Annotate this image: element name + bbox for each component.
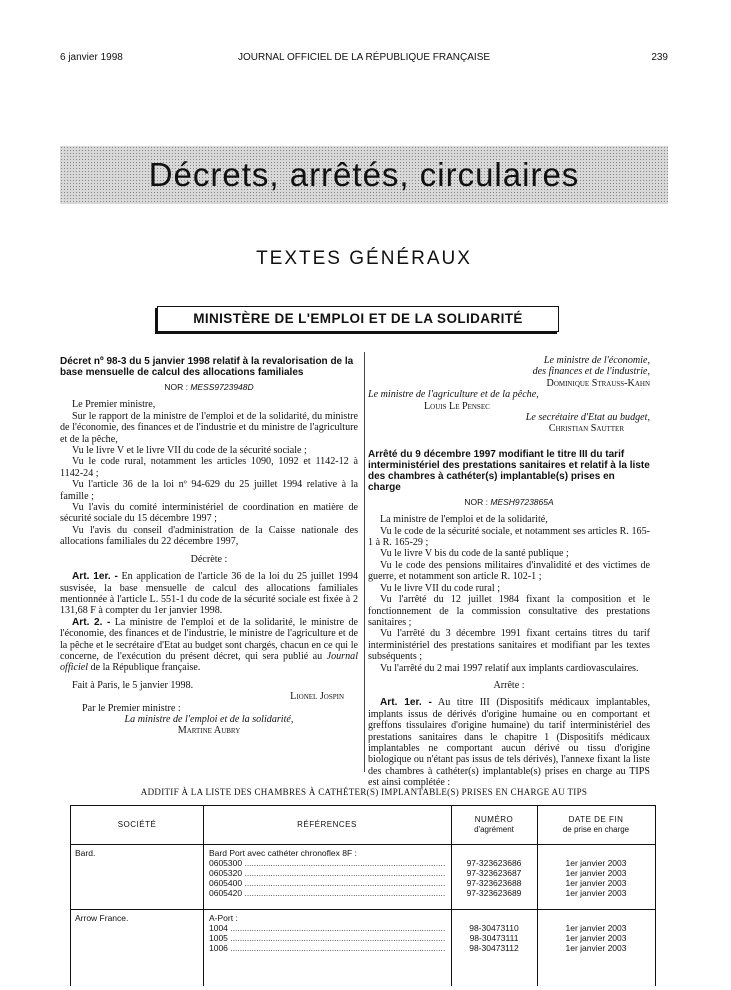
decree-article-1 xyxy=(60,571,358,617)
reference-cell: 1004 ..... xyxy=(209,923,445,933)
minister-title: Le ministre de l'agriculture et de la pêche, xyxy=(368,389,539,401)
societe-cell: Arrow France. xyxy=(75,913,129,923)
arrete-paragraph: Vu l'arrêté du 2 mai 1997 relatif aux implants cardiovasculaires. xyxy=(380,662,639,674)
ministry-box xyxy=(157,306,559,332)
numero-cell: 97-323623689 xyxy=(466,888,522,898)
minister-name: Dominique Strauss-Kahn xyxy=(546,377,650,389)
reference-cell: 0605400 ..... xyxy=(209,878,445,888)
minister-title: La ministre de l'emploi et de la solidarité, xyxy=(124,713,294,725)
decree-paragraph: Sur le rapport de la ministre de l'emploi et de la solidarité, du ministre de l'économie, des finances et de l'industrie et du ministre de l'agriculture et de la pêche, xyxy=(60,410,358,445)
minister-title: Le ministre de l'économie, xyxy=(543,355,650,366)
header-date-line2: de prise en charge xyxy=(562,825,630,834)
header-rule xyxy=(71,844,655,845)
date-cell: 1er janvier 2003 xyxy=(565,943,627,953)
decree-paragraph: Vu le livre V et le livre VII du code de la sécurité sociale ; xyxy=(72,445,307,457)
nor-code: MESH9723865A xyxy=(490,496,554,507)
minister-title: des finances et de l'industrie, xyxy=(532,366,650,378)
header-numero-line2: d'agrément xyxy=(474,825,514,834)
reference-heading: Bard Port avec cathéter chronoflex 8F : xyxy=(209,848,357,858)
signer-name: Lionel Jospin xyxy=(290,691,344,703)
nor-label: NOR : xyxy=(164,382,188,392)
decree-done: Fait à Paris, le 5 janvier 1998. xyxy=(72,679,194,691)
arrete-paragraph: Vu le livre V bis du code de la santé publique ; xyxy=(380,548,569,560)
numero-cell: 97-323623687 xyxy=(466,868,522,878)
decree-paragraph: Vu l'avis du comité interministériel de coordination en matière de sécurité sociale du 15 décembre 1997 ; xyxy=(60,502,358,525)
decree-decrete: Décrète : xyxy=(190,553,228,565)
left-column xyxy=(60,356,358,737)
header-numero-line1: NUMÉRO xyxy=(474,815,514,824)
numero-cell: 97-323623686 xyxy=(466,858,522,868)
header-societe: SOCIÉTÉ xyxy=(117,820,157,829)
arrete-paragraph: Vu le code des pensions militaires d'invalidité et des victimes de guerre, et notamment son article R. 102-1 ; xyxy=(368,559,650,583)
banner-title: Décrets, arrêtés, circulaires xyxy=(148,156,580,193)
minister-name: Louis Le Pensec xyxy=(424,400,490,412)
header-date xyxy=(537,815,655,835)
reference-cell: 0605300 ..... xyxy=(209,858,445,868)
arrete-paragraph: Vu le livre VII du code rural ; xyxy=(380,582,501,594)
date-cell: 1er janvier 2003 xyxy=(565,878,627,888)
numero-cell: 98-30473111 xyxy=(469,933,519,943)
article-text: En application de l'article 36 de la loi du 25 juillet 1994 susvisée, la base mensuelle de calcul des allocations familiales mentionnée à l'article L. 551-1 du code de la sécurité sociale est fixée à 2 131,68 F à compter du 1er janvier 1998. xyxy=(60,571,358,617)
decree-title: Décret nº 98-3 du 5 janvier 1998 relatif à la revalorisation de la base mensuelle de calcul des allocations familiales xyxy=(60,356,354,378)
decree-paragraph: Vu l'article 36 de la loi nº 94-629 du 25 juillet 1994 relative à la famille ; xyxy=(60,479,358,502)
page-number: 239 xyxy=(651,52,668,63)
ministry-title: MINISTÈRE DE L'EMPLOI ET DE LA SOLIDARITÉ xyxy=(193,311,523,326)
journal-officiel-italic: Journal officiel xyxy=(60,650,358,674)
article-label: Art. 1er. - xyxy=(380,697,432,709)
minister-title: Le secrétaire d'Etat au budget, xyxy=(525,412,650,424)
nor-code: MESS9723948D xyxy=(190,382,254,392)
numero-cell: 97-323623688 xyxy=(466,878,522,888)
arrete-article-1 xyxy=(368,697,650,788)
right-column xyxy=(368,355,650,789)
nor-label: NOR : xyxy=(464,496,488,507)
reference-heading: A-Port : xyxy=(209,913,238,923)
decree-nor xyxy=(60,382,358,393)
header-numero xyxy=(451,815,537,835)
decree-paragraph: Vu l'avis du conseil d'administration de la Caisse nationale des allocations familiales du 22 décembre 1997, xyxy=(60,524,358,548)
arrete-paragraph: La ministre de l'emploi et de la solidarité, xyxy=(380,514,548,526)
arrete-nor xyxy=(368,497,650,508)
article-text: Au titre III (Dispositifs médicaux implantables, implants issus de dérivés d'origine humaine ou en comportant et greffons tissulaires d'origine humaine) du tarif interministériel des prestations sanitaires dans le chapitre 1 (Dispositifs médicaux implantables ne comportant aucun dérivé ou tissu d'origine biologique ou n'étant pas issus de tels dérivés), l'annexe fixant la liste des chambres à cathéter(s) implantable(s) prises en charge au TIPS est ainsi complétée : xyxy=(368,697,650,789)
date-cell: 1er janvier 2003 xyxy=(565,888,627,898)
numero-cell: 98-30473112 xyxy=(469,943,519,953)
row-rule xyxy=(71,909,655,910)
date-cell: 1er janvier 2003 xyxy=(565,923,627,933)
numero-cell: 98-30473110 xyxy=(469,923,519,933)
arrete-arrete: Arrête : xyxy=(493,679,525,691)
running-date: 6 janvier 1998 xyxy=(60,52,123,63)
minister-name: Martine Aubry xyxy=(177,725,241,737)
reference-cell: 0605420 ..... xyxy=(209,888,445,898)
section-title: TEXTES GÉNÉRAUX xyxy=(256,248,472,269)
reference-cell: 0605320 ..... xyxy=(209,868,445,878)
arrete-paragraph: Vu le code de la sécurité sociale, et notamment ses articles R. 165-1 à R. 165-29 ; xyxy=(368,525,650,549)
decree-opening: Le Premier ministre, xyxy=(72,399,156,411)
arrete-paragraph: Vu l'arrêté du 3 décembre 1991 fixant certains titres du tarif interministériel des prestations sanitaires et modifiant par les textes subséquents ; xyxy=(368,628,650,663)
pm-by: Par le Premier ministre : xyxy=(82,702,181,714)
article-text-end: de la République française. xyxy=(90,662,201,674)
article-label: Art. 2. - xyxy=(72,616,111,628)
date-cell: 1er janvier 2003 xyxy=(565,858,627,868)
reference-cell: 1005 ..... xyxy=(209,933,445,943)
article-label: Art. 1er. - xyxy=(72,571,118,583)
additif-table xyxy=(70,805,656,986)
societe-cell: Bard. xyxy=(75,848,96,858)
arrete-title: Arrêté du 9 décembre 1997 modifiant le titre III du tarif interministériel des prestations sanitaires et relatif à la liste des chambres à cathéter(s) implantable(s) prises en charge xyxy=(368,448,650,493)
header-date-line1: DATE DE FIN xyxy=(568,815,624,824)
reference-cell: 1006 ..... xyxy=(209,943,445,953)
minister-name: Christian Sautter xyxy=(548,423,624,435)
decree-article-2 xyxy=(60,617,358,674)
column-rule xyxy=(203,806,204,986)
arrete-paragraph: Vu l'arrêté du 12 juillet 1984 fixant la composition et le fonctionnement de la commission consultative des prestations sanitaires ; xyxy=(368,594,650,628)
article-text: La ministre de l'emploi et de la solidarité, le ministre de l'économie, des finances et de l'industrie, le ministre de l'agriculture et de la pêche et le secrétaire d'Etat au budget sont chargés, chacun en ce qui le concerne, de l'exécution du présent décret, qui sera publié au xyxy=(60,616,359,662)
date-cell: 1er janvier 2003 xyxy=(565,868,627,878)
decree-paragraph: Vu le code rural, notamment les articles 1090, 1092 et 1142-12 à 1142-24 ; xyxy=(60,456,358,479)
header-references: RÉFÉRENCES xyxy=(297,820,357,829)
column-divider xyxy=(364,352,365,772)
running-journal-title: JOURNAL OFFICIEL DE LA RÉPUBLIQUE FRANÇAISE xyxy=(237,52,491,63)
date-cell: 1er janvier 2003 xyxy=(565,933,627,943)
table-title: ADDITIF À LA LISTE DES CHAMBRES À CATHÉTER(S) IMPLANTABLE(S) PRISES EN CHARGE AU TIPS xyxy=(140,787,588,797)
